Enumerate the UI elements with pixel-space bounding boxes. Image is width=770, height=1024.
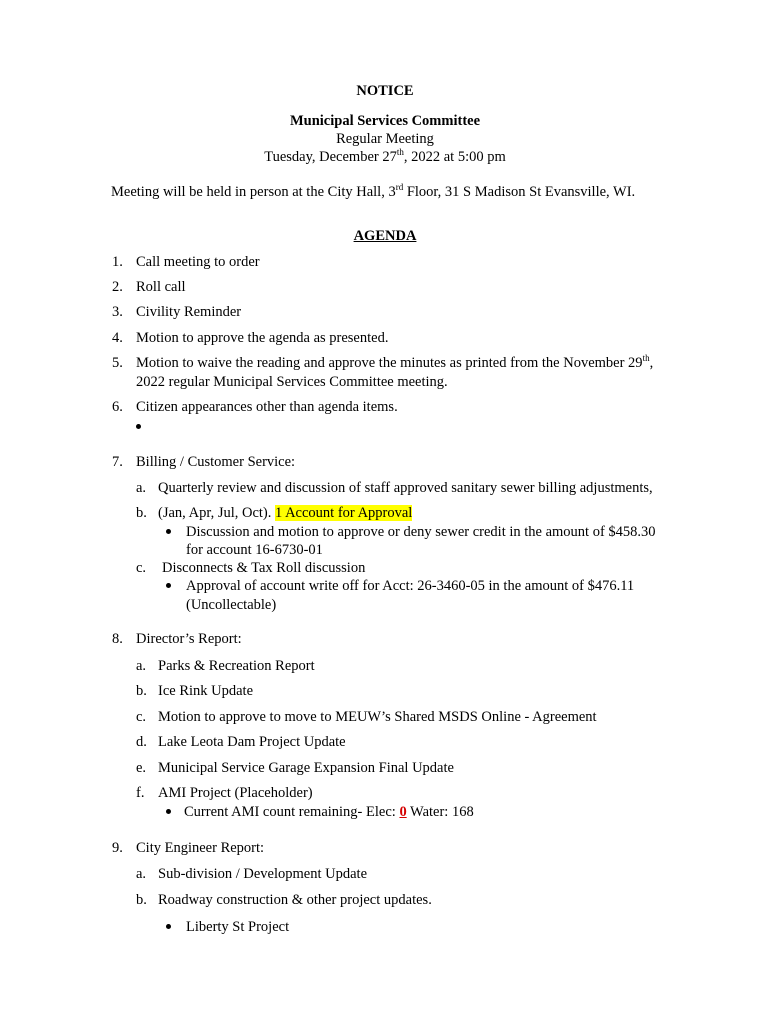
sub-item-7a: Quarterly review and discussion of staff approved sanitary sewer billing adjustments,	[158, 480, 653, 496]
agenda-number: 8.	[112, 631, 123, 647]
sub-item-8f: AMI Project (Placeholder)	[158, 785, 313, 801]
bullet-7c-text-continued: (Uncollectable)	[186, 597, 277, 613]
sub-letter: b.	[136, 683, 147, 699]
bullet-icon	[136, 424, 141, 429]
sub-letter: e.	[136, 760, 147, 776]
bullet-9	[166, 918, 171, 936]
agenda-item-8: Director’s Report:	[136, 631, 242, 647]
sub-item-8b: Ice Rink Update	[158, 683, 254, 699]
committee-name: Municipal Services Committee	[289, 113, 481, 129]
meeting-location: Meeting will be held in person at the City Hall, 3rd Floor, 31 S Madison St Evansville, WI.	[111, 182, 636, 200]
agenda-item-7: Billing / Customer Service:	[136, 454, 296, 470]
agenda-item-3: Civility Reminder	[136, 304, 242, 320]
bullet-7b-text-continued: for account 16-6730-01	[186, 542, 323, 558]
bullet-9-text: Liberty St Project	[186, 919, 290, 935]
agenda-item-5: Motion to waive the reading and approve the minutes as printed from the November 29th,	[136, 353, 654, 371]
bullet-icon	[166, 583, 171, 588]
bullet-icon	[166, 529, 171, 534]
bullet-icon	[166, 809, 171, 814]
bullet-icon	[166, 924, 171, 929]
agenda-number: 9.	[112, 840, 123, 856]
bullet-7b	[166, 523, 171, 541]
agenda-item-1: Call meeting to order	[136, 254, 260, 270]
sub-item-8e: Municipal Service Garage Expansion Final Update	[158, 760, 454, 776]
agenda-title: AGENDA	[353, 228, 417, 244]
agenda-number: 3.	[112, 304, 123, 320]
meeting-type: Regular Meeting	[336, 131, 434, 147]
bullet-8f	[166, 803, 171, 821]
agenda-number: 5.	[112, 355, 123, 371]
sub-item-8c: Motion to approve to move to MEUW’s Shared MSDS Online - Agreement	[158, 709, 597, 725]
bullet-7b-text: Discussion and motion to approve or deny sewer credit in the amount of $458.30	[186, 524, 656, 540]
sub-letter: b.	[136, 505, 147, 521]
agenda-item-9: City Engineer Report:	[136, 840, 265, 856]
sub-item-9b: Roadway construction & other project updates.	[158, 892, 432, 908]
sub-letter: f.	[136, 785, 145, 801]
agenda-item-6: Citizen appearances other than agenda items.	[136, 399, 398, 415]
sub-item-8d: Lake Leota Dam Project Update	[158, 734, 346, 750]
sub-letter: d.	[136, 734, 147, 750]
agenda-number: 6.	[112, 399, 123, 415]
agenda-number: 2.	[112, 279, 123, 295]
agenda-number: 7.	[112, 454, 123, 470]
highlight-account-approval: 1 Account for Approval	[275, 505, 413, 521]
sub-letter: a.	[136, 658, 147, 674]
sub-letter: b.	[136, 892, 147, 908]
sub-letter: a.	[136, 480, 147, 496]
bullet-empty	[136, 418, 141, 436]
elec-count: 0	[399, 804, 407, 820]
sub-letter: a.	[136, 866, 147, 882]
agenda-number: 1.	[112, 254, 123, 270]
sub-letter: c.	[136, 560, 147, 576]
agenda-number: 4.	[112, 330, 123, 346]
meeting-date: Tuesday, December 27th, 2022 at 5:00 pm	[264, 147, 506, 165]
agenda-item-2: Roll call	[136, 279, 186, 295]
sub-item-8a: Parks & Recreation Report	[158, 658, 315, 674]
bullet-7c	[166, 577, 171, 595]
notice-heading: NOTICE	[356, 83, 414, 99]
sub-item-7c: Disconnects & Tax Roll discussion	[162, 560, 366, 576]
sub-item-7b: (Jan, Apr, Jul, Oct). 1 Account for Approval	[158, 505, 413, 521]
bullet-7c-text: Approval of account write off for Acct: 26-3460-05 in the amount of $476.11	[186, 578, 635, 594]
bullet-8f-text: Current AMI count remaining- Elec: 0 Water: 168	[184, 804, 474, 820]
sub-letter: c.	[136, 709, 147, 725]
agenda-item-5-continued: 2022 regular Municipal Services Committee meeting.	[136, 374, 448, 390]
sub-item-9a: Sub-division / Development Update	[158, 866, 368, 882]
agenda-item-4: Motion to approve the agenda as presented.	[136, 330, 389, 346]
